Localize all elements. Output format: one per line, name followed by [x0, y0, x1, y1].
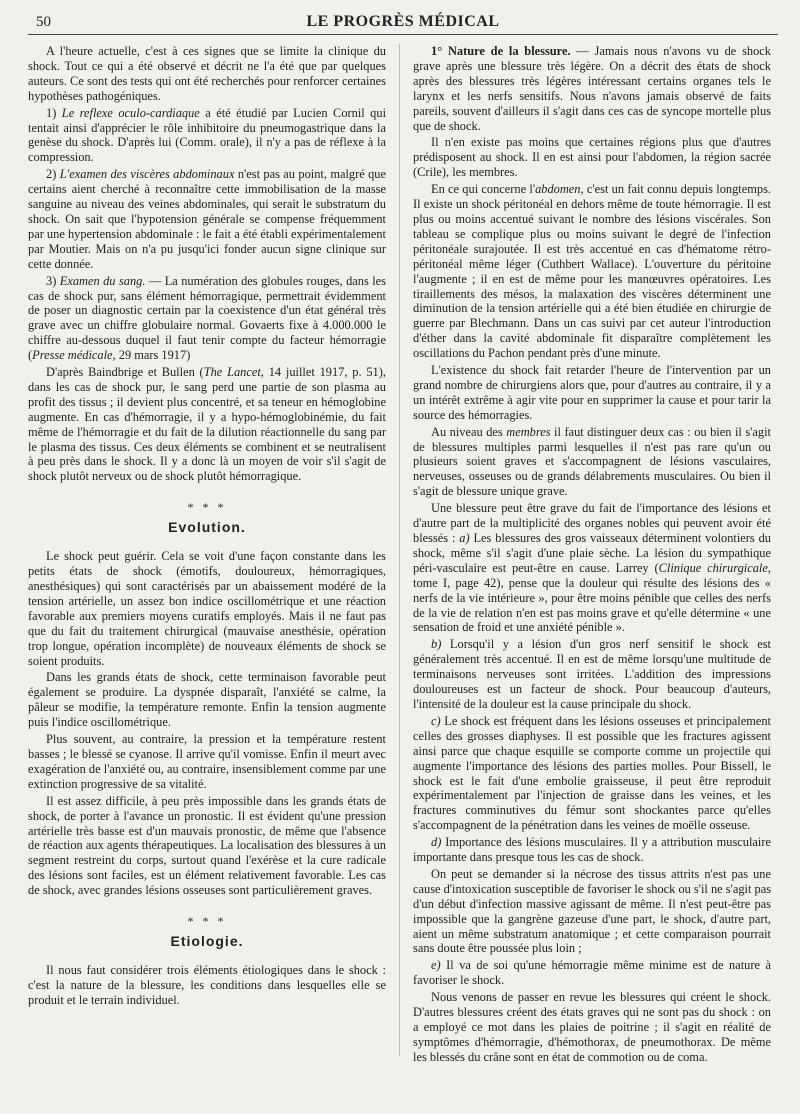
paragraph: Il est assez difficile, à peu près impossible dans les grands états de shock, de porter à l'avance un pronostic. Il est évident qu'une pression artérielle très basse est d'un mauvais pronostic, de même que l'absence de réaction aux agents thérapeutiques. La localisation des blessures à un segment restreint du corps, surtout quand l'exérèse et la cure radicale des lésions sont faciles, est un élément relativement favorable. Les cas de shock, avec grandes lésions osseuses sont particulièrement graves.: [28, 793, 386, 898]
page-header: [28, 10, 778, 35]
paragraph-text: — Jamais nous n'avons vu de shock grave après une blessure très légère. On a décrit des états de shock après des blessures très légères intéressant certains organes tels le larynx et les nerfs sensitifs. Nous n'avons jamais observé de faits pareils, souvent d'ailleurs il s'agit dans ces cas de syncope mortelle plus que de shock.: [413, 44, 771, 133]
paragraph-text: D'après Baindbrige et Bullen (: [46, 365, 204, 380]
list-marker: d): [431, 835, 442, 850]
paragraph-text: Importance des lésions musculaires. Il y a attribution musculaire importante dans presque tous les cas de shock.: [413, 835, 771, 865]
paragraph-text: a été étudié par Lucien Cornil qui tentait ainsi d'apprécier le rôle inhibitoire du pneumogastrique dans la genèse du shock. D'après lui (Comm. orale), il n'y a pas de réflexe à la compression.: [28, 105, 387, 165]
right-column: [413, 44, 771, 1067]
section-separator: * * *: [187, 914, 227, 929]
paragraph: L'existence du shock fait retarder l'heure de l'intervention par un grand nombre de chirurgiens alors que, pour d'autres au contraire, il y a un intérêt extrême à agir vite pour en supprimer la cause et pour tarir la source des hémorragies.: [413, 363, 771, 422]
paragraph: [413, 835, 771, 865]
paragraph: Il nous faut considérer trois éléments étiologiques dans le shock : c'est la nature de la blessure, les conditions dans lesquelles elle se produit et le terrain individuel.: [28, 962, 386, 1007]
paragraph: [28, 106, 386, 166]
subheading: L'examen des viscères abdominaux: [59, 167, 235, 182]
subheading: Le reflexe oculo-cardiaque: [61, 105, 200, 120]
list-marker: c): [431, 713, 441, 728]
list-marker: e): [431, 958, 441, 973]
subsection-heading: 1° Nature de la blessure.: [431, 44, 571, 58]
paragraph: [413, 501, 771, 635]
paragraph: [28, 167, 386, 271]
paragraph: Plus souvent, au contraire, la pression et la température restent basses ; le blessé se cyanose. Il arrive qu'il vomisse. Enfin il meurt avec exagération de l'anxiété ou, au contraire, insensiblement comme par une extinction progressive de sa vitalité.: [28, 732, 386, 791]
paragraph: [28, 274, 386, 363]
paragraph: [413, 182, 771, 361]
list-number: 1): [46, 105, 62, 120]
column-divider: [399, 44, 400, 1056]
paragraph: Dans les grands états de shock, cette terminaison favorable peut également se produire. La dyspnée disparaît, l'anxiété se calme, la pâleur se modifie, la température remonte. Enfin la tension augmente puis l'indice oscillométrique.: [28, 670, 386, 730]
paragraph-text: n'est pas au point, malgré que certains aient cherché à reconnaître cette immobilisation de la masse sanguine au niveau des veines abdominales, qui serait le substratum du shock. On sait que l'hypotension générale se compense fréquemment par une hypertension abdominale : le fait a été établi expérimentalement par Moutier. Mais on n'a pu jusqu'ici fonder aucun signe clinique sur cette donnée.: [28, 167, 386, 271]
left-column: [28, 44, 386, 1010]
paragraph-text: Une blessure peut être grave du fait de l'importance des lésions et d'autre part de la multiplicité des organes nobles qui peuvent avoir été blessés :: [413, 501, 771, 545]
page-number: 50: [36, 14, 51, 30]
paragraph-text: — La numération des globules rouges, dans les cas de shock pur, sans élément hémorragique, permettrait évidemment de poser un diagnostic certain par la coexistence d'un état général très grave avec un chiffre globulaire normal. Govaerts fixe à 4.000.000 le chiffre au-dessous duquel il faut tenir compte du facteur hémorragie (: [28, 273, 386, 363]
section-separator: * * *: [187, 500, 227, 515]
paragraph-text: , 29 mars 1917): [112, 348, 191, 363]
paragraph-text: En ce qui concerne l': [431, 182, 536, 197]
paragraph-text: Les blessures des gros vaisseaux déterminent volontiers du shock, même s'il s'agit d'une plaie sèche. La lésion du sympathique péri-vasculaire est peut-être en cause. Larrey (: [413, 531, 771, 575]
paragraph: [413, 44, 771, 133]
emphasis: abdomen: [535, 182, 581, 197]
citation: The Lancet: [203, 365, 261, 380]
list-marker: b): [431, 637, 442, 652]
paragraph: Il n'en existe pas moins que certaines régions plus que d'autres prédisposent au shock. Il en est ainsi pour l'abdomen, la région sacrée (Crile), les membres.: [413, 135, 771, 180]
paragraph: [413, 637, 771, 712]
paragraph-text: , 14 juillet 1917, p. 51), dans les cas de shock pur, le sang perd une partie de son plasma au profit des tissus ; il devient plus concentré, et sa teneur en hémoglobine augmente. En cas d'hémorragie, il y a hypo-hémoglobinémie, du fait même de l'hémorragie et du fait de la dilution réactionnelle du sang par le plasma des tissus. Ces deux éléments se combinent et se neutralisent à peu près dans le shock. Il y a donc là un moyen de voir s'il s'agit de shock plutôt nerveux ou de shock plutôt hémorragique.: [28, 365, 386, 484]
paragraph: Le shock peut guérir. Cela se voit d'une façon constante dans les petits états de shock (émotifs, douloureux, hémorragiques, anesthésiques) qui sont caractérisés par un abaissement modéré de la tension artérielle, un assez bon indice oscillométrique et une réaction favorable aux premiers moyens curatifs employés. Mais il ne faut pas que du fait du traitement chirurgical (mauvaise anesthésie, opération trop longue, opération incomplète) de nouveaux éléments de shock se soient produits.: [28, 549, 386, 668]
citation: Presse médicale: [32, 348, 113, 363]
paragraph: A l'heure actuelle, c'est à ces signes que se limite la clinique du shock. Tout ce qui a été observé et décrit ne l'a été que par quelques auteurs. Ce sont des tests qui ont été recherchés pour renforcer certaines hypothèses pathogéniques.: [28, 44, 386, 103]
paragraph-text: Au niveau des: [431, 424, 507, 439]
citation: Clinique chirurgicale: [658, 560, 768, 575]
paragraph: On peut se demander si la nécrose des tissus attrits n'est pas une cause d'intoxication susceptible de favoriser le shock ou s'il ne s'agit pas d'un début d'infection massive agissant de même. Il n'est peut-être pas impossible que la gangrène gazeuse d'une part, le shock, d'autre part, aient un même substratum anatomique ; et cette comparaison pourrait sans doute être poussée plus loin ;: [413, 866, 772, 956]
section-title-evolution: Evolution.: [168, 519, 246, 536]
emphasis: membres: [506, 424, 551, 439]
running-title: LE PROGRÈS MÉDICAL: [306, 13, 500, 30]
subheading: Examen du sang.: [59, 273, 146, 288]
list-number: 3): [46, 273, 60, 288]
list-marker: a): [459, 531, 470, 545]
paragraph-text: Il va de soi qu'une hémorragie même minime est de nature à favoriser le shock.: [413, 958, 771, 988]
paragraph-text: il faut distinguer deux cas : ou bien il s'agit de blessures multiples parmi lesquelles il n'est pas rare qu'un ou plusieurs soient graves et s'accompagnent de lésions vasculaires, nerveuses, osseuses ou de grands délabrements musculaires. Ou bien il s'agit de blessure unique grave.: [413, 424, 771, 499]
list-number: 2): [46, 167, 60, 182]
paragraph: [413, 425, 771, 500]
paragraph-text: , c'est un fait connu depuis longtemps. Il existe un shock péritonéal en dehors même de toute hémorragie. Il est plus ou moins accentué suivant le nombre des lésions viscérales. Son tableau se complique plus ou moins suivant le degré de l'infection péritonéale surajoutée. Il est très accentué en cas d'hématome rétro-péritonéal même léger (Cuthbert Wallace). L'ouverture du péritoine l'augmente ; il en est de même pour les manœuvres opératoires. Les tiraillements des mésos, la malaxation des viscères déterminent une diminution de la tension artérielle qui a été bien étudiée en chirurgie de guerre par Blechmann. Dans un cas suivi par cet auteur l'introduction d'éther dans la cavité abdominale fit disparaître complètement les oscillations du Pachon pendant près d'une minute.: [413, 182, 772, 361]
paragraph: [28, 365, 386, 484]
paragraph-text: Lorsqu'il y a lésion d'un gros nerf sensitif le shock est généralement très accentué. Il en est de même lorsqu'une multitude de terminaisons nerveuses sont irritées. L'addition des impressions douloureuses est un facteur de shock. Pour beaucoup d'auteurs, l'intensité de la douleur est la cause principale du shock.: [413, 637, 771, 711]
paragraph-text: , tome I, page 42), pense que la douleur qui résulte des lésions des « nerfs de la vie intérieure », pour être moins pénible que celles des nerfs de la vie de relation n'en est pas moins grave et qu'elle détermine « une sensation de froid et une anxiété pénible ».: [413, 560, 771, 635]
section-title-etiologie: Etiologie.: [170, 933, 244, 950]
paragraph-text: Le shock est fréquent dans les lésions osseuses et principalement celles des grosses diaphyses. Il est possible que les fractures agissent ainsi parce que chaque esquille se comporte comme un projectile qui augmente l'importance des lésions des parties molles. Pour Bissell, le shock est le fait d'une embolie graisseuse, il peut être reproduit expérimentalement par l'injection de graisse dans les veines, et les fractures comminutives du fémur sont shockantes parce qu'elles s'accompagnent de la pénétration dans les veines de moëlle osseuse.: [413, 713, 771, 833]
paragraph: Nous venons de passer en revue les blessures qui créent le shock. D'autres blessures créent des états graves qui ne sont pas du shock : on a employé ce mot dans les plaies de poitrine ; il s'agit en réalité de symptômes d'hémorragie, d'hémothorax, de pneumothorax. De même les blessés du crâne sont en état de commotion ou de coma.: [413, 990, 771, 1064]
paragraph: [413, 958, 771, 988]
paragraph: [413, 714, 771, 833]
